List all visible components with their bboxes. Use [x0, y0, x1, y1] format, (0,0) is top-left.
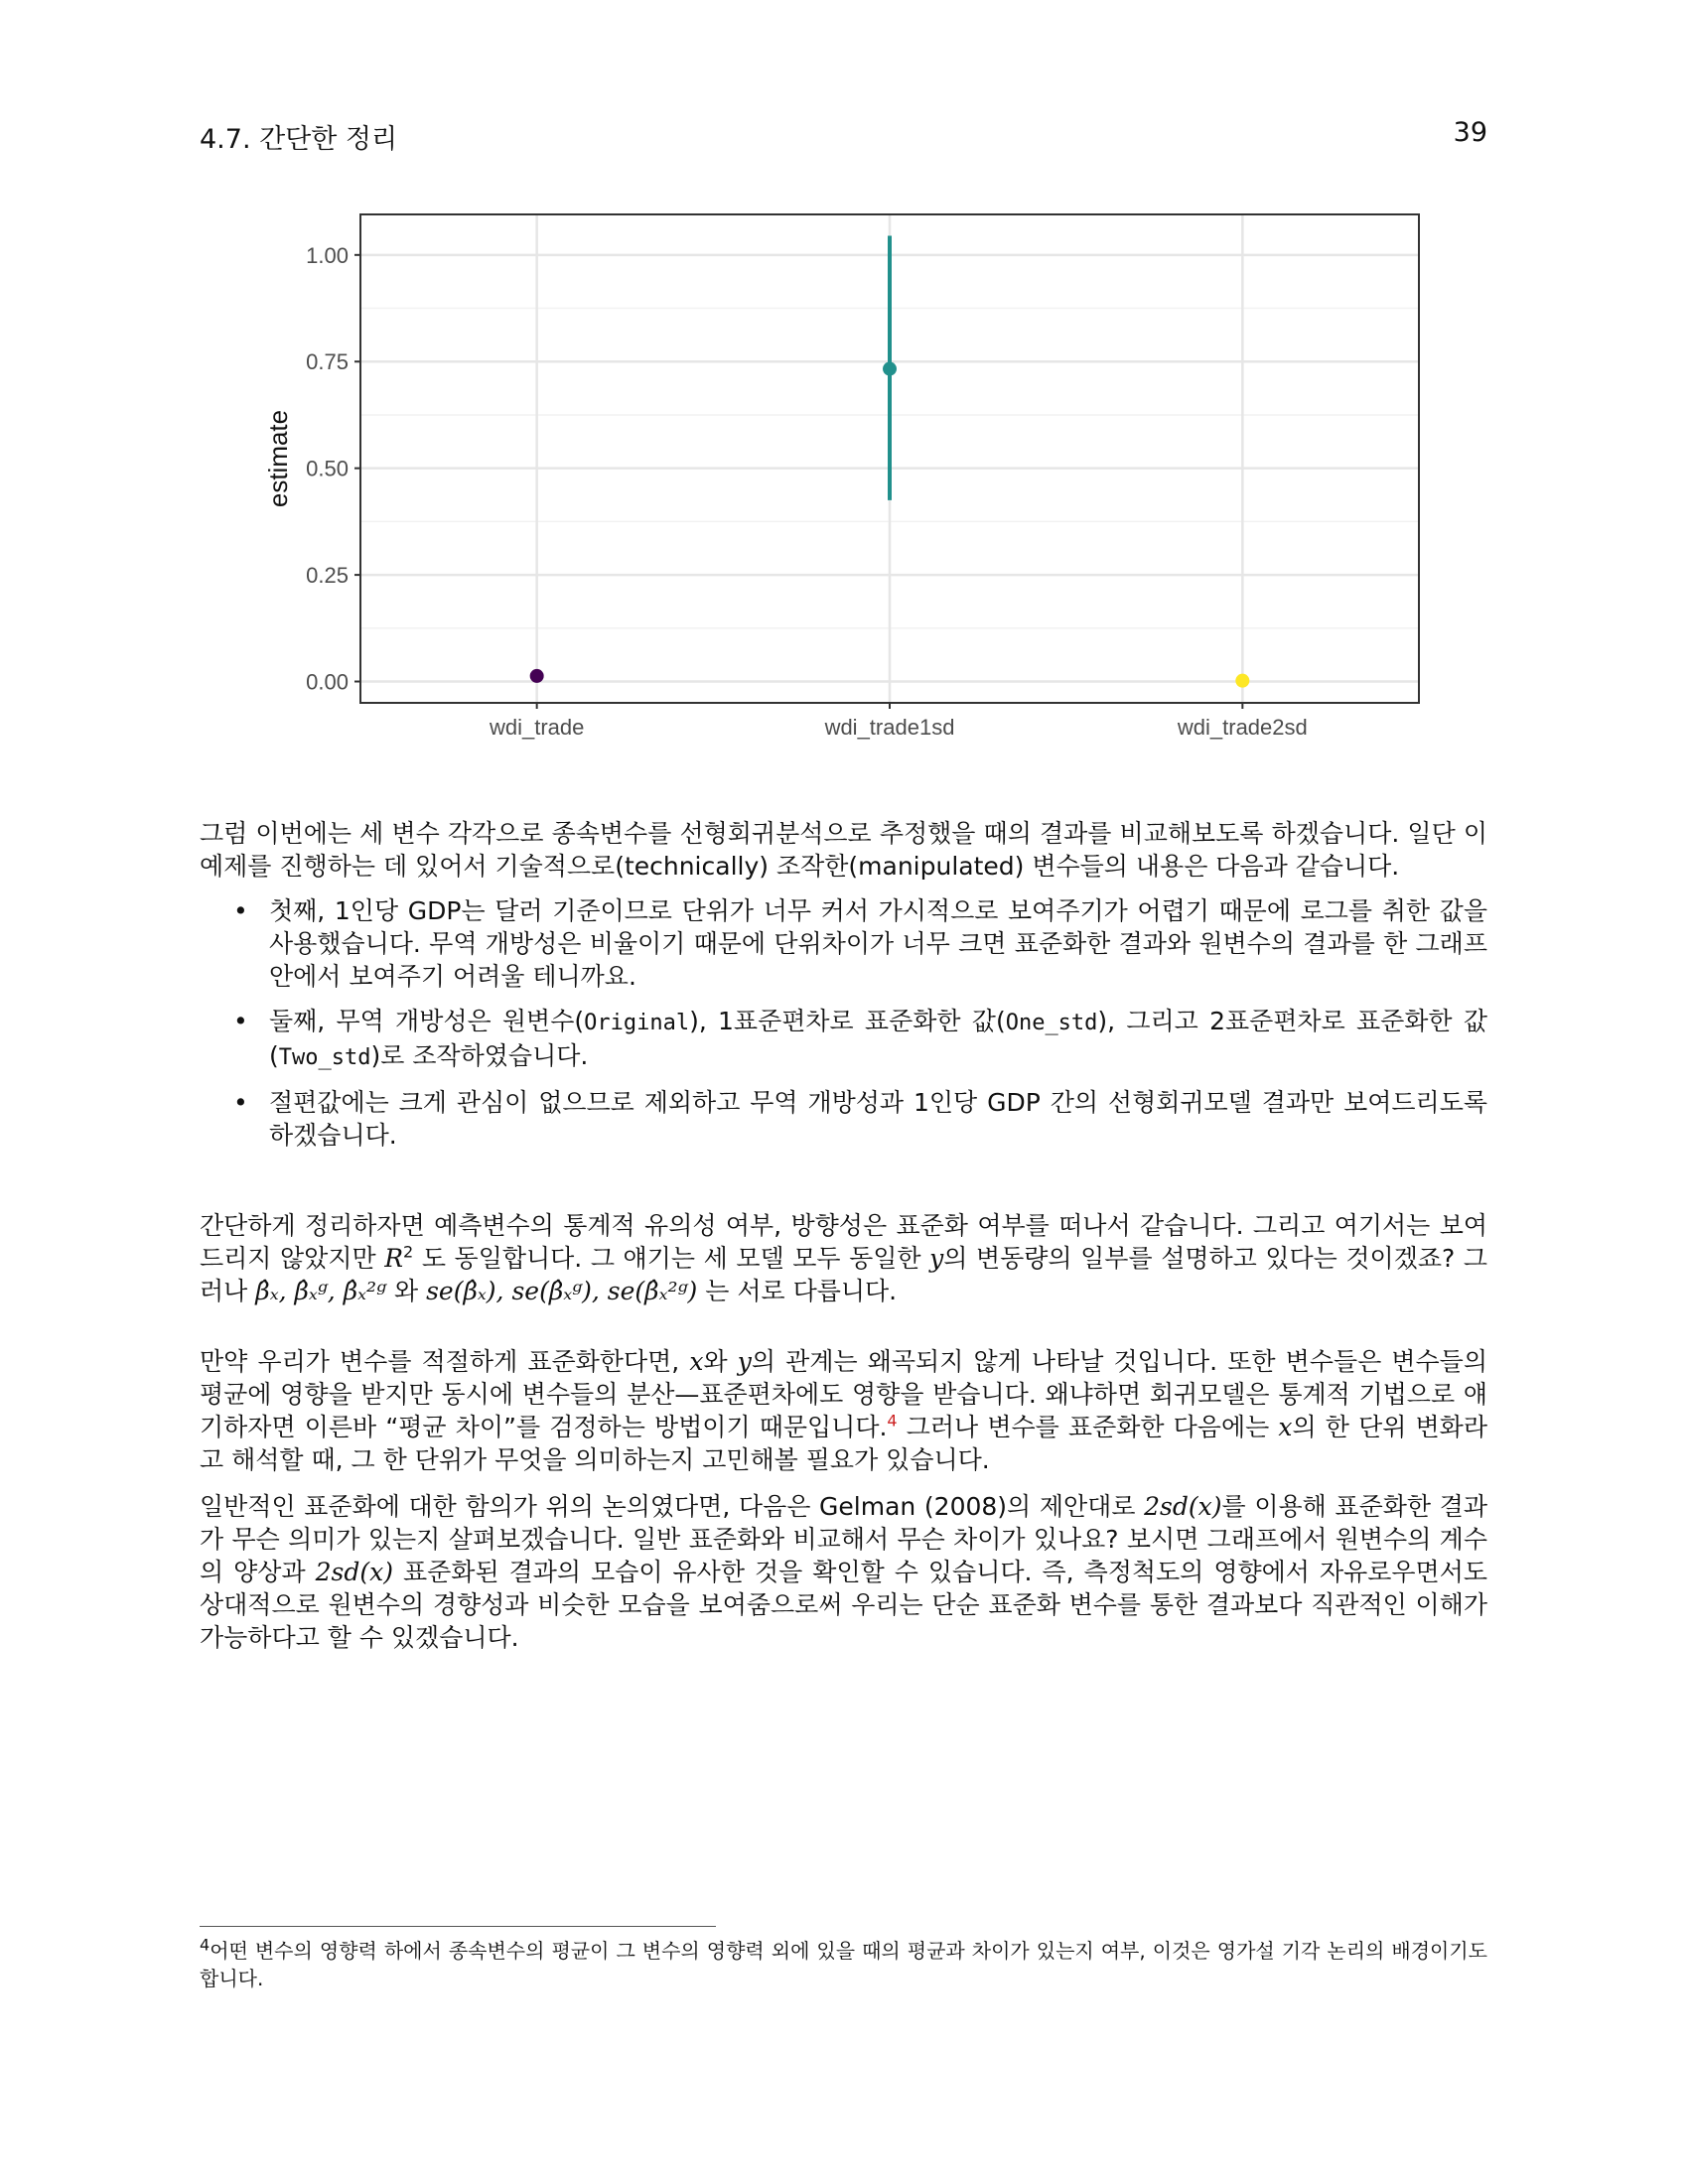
x-tick-label: wdi_trade1sd — [824, 715, 955, 740]
code-original: Original — [584, 1011, 690, 1035]
math-y: y — [929, 1244, 944, 1273]
math-x: x — [1278, 1413, 1293, 1441]
paragraph-summary: 간단하게 정리하자면 예측변수의 통계적 유의성 여부, 방향성은 표준화 여부를 떠나서 같습니다. 그리고 여기서는 보여드리지 않았지만 $R^2$ 도 동일합니다. 그 얘기는 세 모델 모두 동일한 y의 변동량의 일부를 설명하고 있다는 것이겠죠? 그러나 β̂ₓ, β̂ₓᵍ, β̂ₓ²ᵍ 와 se(β̂ₓ), se(β̂ₓᵍ), se(β̂ₓ²ᵍ) 는 서로 다릅니다. — [200, 1211, 1488, 1305]
point-estimate — [1235, 674, 1249, 688]
section-title: 4.7. 간단한 정리 — [200, 124, 398, 155]
y-tick-label: 1.00 — [306, 242, 349, 268]
y-tick-label: 0.00 — [306, 669, 349, 695]
y-tick-label: 0.50 — [306, 456, 349, 481]
math-betas: β̂ₓ, β̂ₓᵍ, β̂ₓ²ᵍ — [255, 1277, 387, 1305]
paragraph-standardization: 만약 우리가 변수를 적절하게 표준화한다면, x와 y의 관계는 왜곡되지 않게 나타날 것입니다. 또한 변수들은 변수들의 평균에 영향을 받지만 동시에 변수들의 분산—표준편차에도 영향을 받습니다. 왜냐하면 회귀모델은 통계적 기법으로 얘기하자면 이른바 “평균 차이”를 검정하는 방법이기 때문입니다.$^4$ 그러나 변수를 표준화한 다음에는 x의 한 단위 변화라고 해석할 때, 그 한 단위가 무엇을 의미하는지 고민해볼 필요가 있습니다. — [200, 1347, 1487, 1474]
coefficient-plot — [0, 0, 1688, 774]
footnote-ref[interactable]: 4 — [887, 1411, 898, 1431]
math-y: y — [737, 1347, 752, 1376]
math-2sd: 2sd(x) — [315, 1558, 393, 1586]
bullet-marker: • — [233, 1007, 248, 1035]
bullet-marker: • — [233, 896, 248, 925]
page-number: 39 — [1453, 117, 1487, 148]
y-tick-label: 0.25 — [306, 563, 349, 589]
x-axis — [489, 703, 1308, 740]
math-2sd: 2sd(x) — [1144, 1492, 1222, 1521]
bullet-marker: • — [233, 1088, 248, 1117]
bullet-list — [200, 894, 1487, 1152]
point-estimate — [530, 669, 544, 683]
footnote — [200, 1937, 1487, 1992]
list-item — [200, 1086, 1487, 1152]
footnote-rule — [200, 1926, 716, 1927]
y-tick-label: 0.75 — [306, 349, 349, 375]
footnote-number: 4 — [200, 1935, 211, 1955]
bullet-text: 첫째, 1인당 GDP는 달러 기준이므로 단위가 너무 커서 가시적으로 보여주기가 어렵기 때문에 로그를 취한 값을 사용했습니다. 무역 개방성은 비율이기 때문에 단위차이가 너무 크면 표준화한 결과와 원변수의 결과를 한 그래프 안에서 보여주기 어려울 테니까요. — [269, 896, 1487, 991]
x-tick-label: wdi_trade2sd — [1177, 715, 1308, 740]
body-section — [200, 817, 1487, 1152]
math-r: R — [384, 1244, 404, 1273]
x-tick-label: wdi_trade — [489, 715, 585, 740]
paragraph-intro: 그럼 이번에는 세 변수 각각으로 종속변수를 선형회귀분석으로 추정했을 때의 결과를 비교해보도록 하겠습니다. 일단 이 예제를 진행하는 데 있어서 기술적으로(technically) 조작한(manipulated) 변수들의 내용은 다음과 같습니다. — [200, 819, 1487, 881]
math-standard-errors: se(β̂ₓ), se(β̂ₓᵍ), se(β̂ₓ²ᵍ) — [426, 1277, 698, 1305]
list-item — [200, 894, 1487, 993]
bullet-text: 절편값에는 크게 관심이 없으므로 제외하고 무역 개방성과 1인당 GDP 간의 선형회귀모델 결과만 보여드리도록 하겠습니다. — [269, 1088, 1487, 1150]
y-axis-label: estimate — [263, 409, 293, 508]
list-item: • 둘째, 무역 개방성은 원변수(Original), 1표준편차로 표준화한 값(One_std), 그리고 2표준편차로 표준화한 값(Two_std)로 조작하였습니다. — [233, 1007, 1487, 1070]
code-one-std: One_std — [1005, 1011, 1098, 1035]
footnote-text: 어떤 변수의 영향력 하에서 종속변수의 평균이 그 변수의 영향력 외에 있을 때의 평균과 차이가 있는지 여부, 이것은 영가설 기각 논리의 배경이기도 합니다. — [200, 1939, 1487, 1990]
paragraph-gelman: 일반적인 표준화에 대한 함의가 위의 논의였다면, 다음은 Gelman (2008)의 제안대로 2sd(x)를 이용해 표준화한 결과가 무슨 의미가 있는지 살펴보겠습니다. 일반 표준화와 비교해서 무슨 차이가 있나요? 보시면 그래프에서 원변수의 계수의 양상과 2sd(x) 표준화된 결과의 모습이 유사한 것을 확인할 수 있습니다. 즉, 측정척도의 영향에서 자유로우면서도 상대적으로 원변수의 경향성과 비슷한 모습을 보여줌으로써 우리는 단순 표준화 변수를 통한 결과보다 직관적인 이해가 가능하다고 할 수 있겠습니다. — [200, 1492, 1487, 1652]
y-axis — [306, 243, 360, 695]
code-two-std: Two_std — [278, 1045, 371, 1070]
math-x: x — [689, 1347, 704, 1376]
point-estimate — [883, 362, 897, 376]
